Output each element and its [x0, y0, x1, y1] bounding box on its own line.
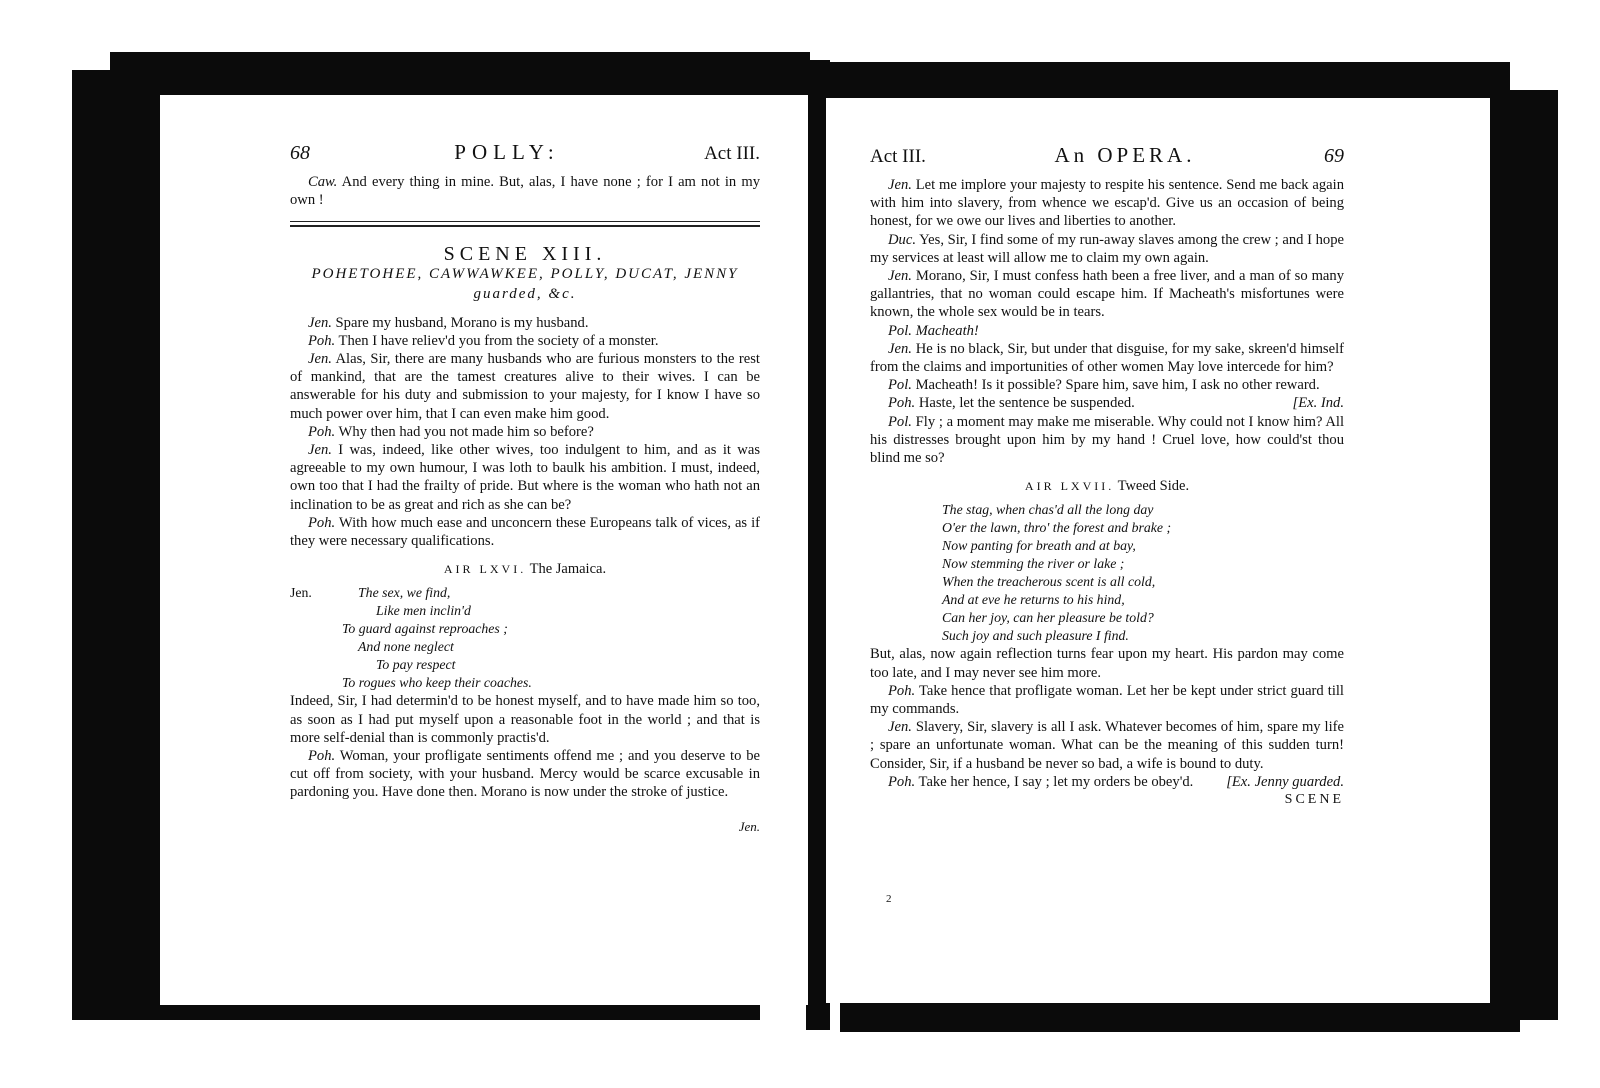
right-page — [826, 98, 1490, 1003]
song-line: And at eve he returns to his hind, — [942, 592, 1125, 608]
air-tune: The Jamaica. — [529, 561, 607, 578]
song-line: And none neglect — [358, 639, 454, 655]
air-number: AIR LXVI. — [443, 562, 527, 577]
song-line: O'er the lawn, thro' the forest and brake ; — [942, 520, 1172, 536]
song-line: When the treacherous scent is all cold, — [942, 574, 1156, 590]
page-number: 69 — [1324, 145, 1344, 167]
catchword: SCENE — [1284, 792, 1344, 808]
dialogue-line: But, alas, now again reflection turns fear upon my heart. His pardon may come too late, and I may never see him more. — [870, 646, 1344, 681]
act-label: Act III. — [704, 143, 760, 164]
air-number: AIR LXVII. — [1024, 479, 1115, 494]
right-page-text — [870, 143, 1344, 809]
dialogue-line: Caw. And every thing in mine. But, alas, I have none ; for I am not in my own ! — [290, 174, 760, 209]
song-line: Now stemming the river or lake ; — [942, 556, 1125, 572]
running-title: POLLY: — [454, 140, 560, 164]
dialogue-line: Jen. Let me implore your majesty to respite his sentence. Send me back again with him into slavery, from whence we escap'd. Give us an occasion of being honest, for we owe our lives and liberties to another. — [870, 177, 1344, 230]
song-line: To rogues who keep their coaches. — [342, 675, 532, 691]
page-number: 68 — [290, 142, 310, 164]
dialogue-line: Jen. Spare my husband, Morano is my husband. — [308, 314, 589, 331]
left-page-text — [290, 140, 760, 836]
dialogue-line: Poh. With how much ease and unconcern these Europeans talk of vices, as if they were necessary qualifications. — [290, 514, 760, 550]
dialogue-line: Poh. Woman, your profligate sentiments offend me ; and you deserve to be cut off from society, with your husband. Mercy would be scarce excusable in pardoning you. Have done then. Morano is now under the stroke of justice. — [290, 748, 760, 801]
scene-characters: POHETOHEE, CAWWAWKEE, POLLY, DUCAT, JENNY guarded, &c. — [311, 265, 739, 302]
scene-title: SCENE XIII. — [443, 243, 607, 266]
dialogue-line: Jen. Slavery, Sir, slavery is all I ask. Whatever becomes of him, spare my life ; spare an unfortunate woman. What can be the meaning of this sudden turn! Consider, Sir, if a husband be never so bad, a wife is bound to duty. — [870, 719, 1344, 772]
dialogue-line: Jen. Morano, Sir, I must confess hath been a free liver, and a man of so many gallantries, that no woman could escape him. If Macheath's misfortunes were known, the whole sex would be in tears. — [870, 268, 1344, 321]
song-verse — [870, 501, 1344, 645]
right-page-header — [870, 143, 1344, 176]
air-tune: Tweed Side. — [1117, 478, 1190, 495]
dialogue-line: Jen. He is no black, Sir, but under that disguise, for my sake, skreen'd himself from the claims and importunities of other women May love intercede for him? — [870, 340, 1344, 376]
top-left-edge — [110, 52, 810, 98]
left-page — [160, 95, 808, 1005]
song-line: Now panting for breath and at bay, — [942, 538, 1136, 554]
song-line: The stag, when chas'd all the long day — [942, 502, 1154, 518]
song-line: The sex, we find, — [358, 585, 451, 601]
left-page-header — [290, 140, 760, 173]
song-line: To pay respect — [376, 657, 456, 673]
dialogue-line: Poh. Take hence that profligate woman. Let her be kept under strict guard till my commands. — [870, 682, 1344, 718]
right-book-edge — [1488, 90, 1558, 1020]
dialogue-line: Pol. Fly ; a moment may make me miserable. Why could not I know him? All his distresses brought upon him by my hand ! Cruel love, how could'st thou blind me so? — [870, 413, 1344, 467]
bottom-right-edge — [840, 1000, 1520, 1032]
dialogue-line: Pol. Macheath! Is it possible? Spare him, save him, I ask no other reward. — [888, 377, 1320, 394]
song-line: Like men inclin'd — [376, 603, 471, 619]
dialogue-line: Jen. Alas, Sir, there are many husbands who are furious monsters to the rest of mankind, that are the tamest creatures alive to their wives. I can be answerable for his duty and submission to your majesty, for I know I have so much power over him, that I can even make him good. — [290, 351, 760, 422]
catchword: Jen. — [738, 818, 760, 834]
song-singer: Jen. — [290, 585, 312, 601]
air-heading — [870, 477, 1344, 495]
song-line: Such joy and such pleasure I find. — [942, 628, 1129, 644]
running-title: An OPERA. — [1054, 143, 1196, 167]
stage-direction: [Ex. Ind. — [1292, 395, 1344, 412]
song-line: Can her joy, can her pleasure be told? — [942, 610, 1154, 626]
dialogue-line: Indeed, Sir, I had determin'd to be honest myself, and to have made him so too, as soon as I had put myself upon a reasonable foot in the world ; and that is more self-denial than is commonly practis'd. — [290, 693, 760, 746]
signature-mark: 2 — [886, 893, 892, 905]
dialogue-line: Poh. Take her hence, I say ; let my orders be obey'd. [Ex. Jenny guarded. — [888, 773, 1344, 790]
dialogue-line: Poh. Why then had you not made him so before? — [308, 423, 594, 440]
act-label: Act III. — [870, 146, 926, 167]
scene-divider — [290, 221, 760, 227]
stage-direction: [Ex. Jenny guarded. — [1226, 773, 1344, 790]
dialogue-line: Poh. Haste, let the sentence be suspended. [Ex. Ind. — [888, 395, 1344, 412]
dialogue-line: Jen. I was, indeed, like other wives, too indulgent to him, and as it was agreeable to my own humour, I was loth to baulk his ambition. I must, indeed, own too that I had the frailty of pride. But where is the woman who hath not an inclination to be as great and rich as she can be? — [290, 442, 760, 513]
air-heading — [290, 560, 760, 578]
song-line: To guard against reproaches ; — [342, 621, 508, 637]
song-verse — [290, 584, 760, 692]
dialogue-line: Poh. Then I have reliev'd you from the society of a monster. — [308, 332, 659, 349]
dialogue-line: Pol. Macheath! — [888, 322, 979, 339]
left-book-edge — [72, 70, 164, 1020]
dialogue-line: Duc. Yes, Sir, I find some of my run-away slaves among the crew ; and I hope my services at least will allow me to claim my own again. — [870, 231, 1344, 266]
top-right-edge — [830, 62, 1510, 102]
